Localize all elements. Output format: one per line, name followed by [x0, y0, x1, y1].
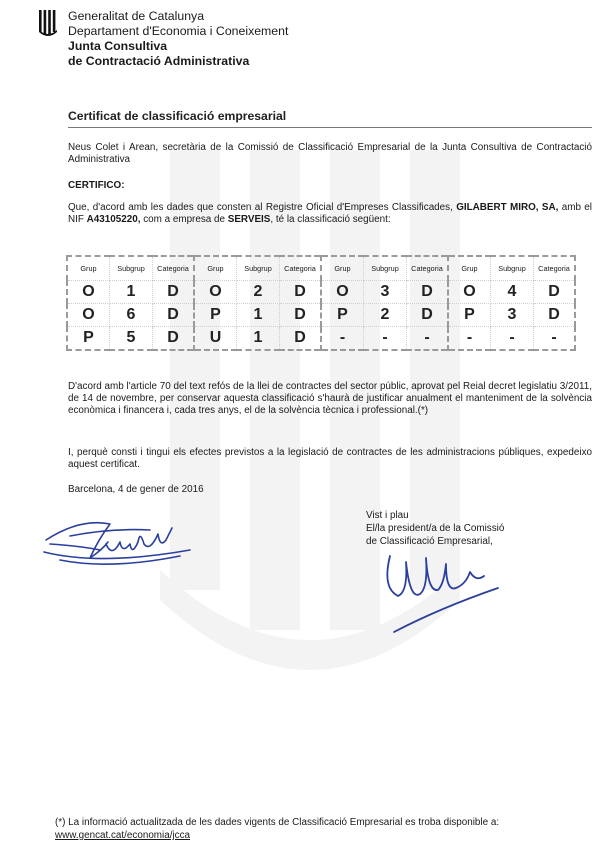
company-name: GILABERT MIRO, SA, [456, 202, 559, 213]
table-cell: D [534, 304, 576, 327]
place-date: Barcelona, 4 de gener de 2016 [68, 484, 204, 495]
table-row [67, 304, 575, 327]
statement-text-d: , té la classificació següent: [270, 214, 391, 225]
statement-text-c: com a empresa de [140, 214, 228, 225]
table-cell: 2 [237, 281, 280, 304]
table-cell: O [194, 281, 237, 304]
header-cell: Grup [67, 256, 110, 281]
header-line-junta: Junta Consultiva [68, 39, 168, 53]
table-cell: D [407, 304, 449, 327]
table-cell: O [67, 281, 110, 304]
table-cell: 4 [491, 281, 534, 304]
header-cell: Subgrup [110, 256, 153, 281]
table-cell: - [448, 327, 491, 351]
table-cell: P [67, 327, 110, 351]
header-cell: Categoria [153, 256, 195, 281]
generalitat-logo [38, 10, 58, 36]
table-cell: 1 [110, 281, 153, 304]
header-cell: Subgrup [237, 256, 280, 281]
table-cell: 5 [110, 327, 153, 351]
table-cell: - [534, 327, 576, 351]
nif-value: A43105220, [86, 214, 141, 225]
table-cell: 3 [364, 281, 407, 304]
table-cell: P [448, 304, 491, 327]
header-cell: Subgrup [491, 256, 534, 281]
table-cell: D [280, 327, 322, 351]
jcca-link[interactable]: www.gencat.cat/economia/jcca [55, 830, 191, 841]
table-cell: D [407, 281, 449, 304]
header-line-department: Departament d'Economia i Coneixement [68, 24, 289, 38]
table-cell: - [407, 327, 449, 351]
closing-paragraph: I, perquè consti i tingui els efectes previstos a la legislació de contractes de les administracions públiques, expedeixo aquest certificat. [68, 447, 592, 470]
table-row [67, 281, 575, 304]
header-cell: Categoria [534, 256, 576, 281]
approval-commission: de Classificació Empresarial, [366, 536, 493, 547]
table-cell: 1 [237, 304, 280, 327]
table-cell: 3 [491, 304, 534, 327]
table-header-row [67, 256, 575, 281]
legal-paragraph: D'acord amb l'article 70 del text refós de la llei de contractes del sector públic, aprovat pel Reial decret legislatiu 3/2011, de 14 de novembre, per conservar aquesta classificació s'haurà de justificar anualment el manteniment de la solvència econòmica i financera i, cada tres anys, el de la solvència tècnica i professional.(*) [68, 381, 592, 416]
header-line-contractacio: de Contractació Administrativa [68, 54, 250, 68]
header-cell: Subgrup [364, 256, 407, 281]
table-cell: 2 [364, 304, 407, 327]
table-row [67, 327, 575, 351]
table-cell: 6 [110, 304, 153, 327]
table-cell: 1 [237, 327, 280, 351]
table-cell: P [321, 304, 364, 327]
table-cell: D [153, 281, 195, 304]
header-cell: Grup [321, 256, 364, 281]
table-cell: O [321, 281, 364, 304]
company-type: SERVEIS [227, 214, 271, 225]
institution-header [68, 9, 288, 69]
president-signature [380, 548, 510, 638]
table-cell: P [194, 304, 237, 327]
secretary-signature [40, 500, 200, 575]
table-cell: O [448, 281, 491, 304]
table-cell: D [534, 281, 576, 304]
certifico-heading: CERTIFICO: [68, 180, 125, 191]
table-cell: - [491, 327, 534, 351]
table-cell: - [364, 327, 407, 351]
approval-block [366, 509, 504, 548]
table-cell: D [280, 281, 322, 304]
statement-text-a: Que, d'acord amb les dades que consten al Registre Oficial d'Empreses Classificades, [68, 202, 457, 213]
header-line-generalitat: Generalitat de Catalunya [68, 9, 205, 23]
footer-note [55, 816, 499, 842]
approval-role: El/la president/a de la Comissió [366, 523, 505, 534]
table-cell: O [67, 304, 110, 327]
footer-text: (*) La informació actualitzada de les dades vigents de Classificació Empresarial es troba disponible a: [55, 817, 500, 828]
document-title: Certificat de classificació empresarial [68, 109, 287, 123]
classification-table [66, 255, 576, 351]
statement-paragraph [68, 202, 592, 226]
table-cell: D [153, 304, 195, 327]
header-cell: Grup [194, 256, 237, 281]
table-cell: - [321, 327, 364, 351]
table-cell: U [194, 327, 237, 351]
table-cell: D [153, 327, 195, 351]
intro-paragraph: Neus Colet i Arean, secretària de la Comissió de Classificació Empresarial de la Junta Consultiva de Contractació Administrativa [68, 142, 592, 165]
approval-vist-i-plau: Vist i plau [366, 510, 409, 521]
table-cell: D [280, 304, 322, 327]
header-cell: Categoria [407, 256, 449, 281]
title-divider [68, 127, 592, 128]
header-cell: Grup [448, 256, 491, 281]
statement-text-b: amb el NIF [68, 202, 592, 225]
header-cell: Categoria [280, 256, 322, 281]
